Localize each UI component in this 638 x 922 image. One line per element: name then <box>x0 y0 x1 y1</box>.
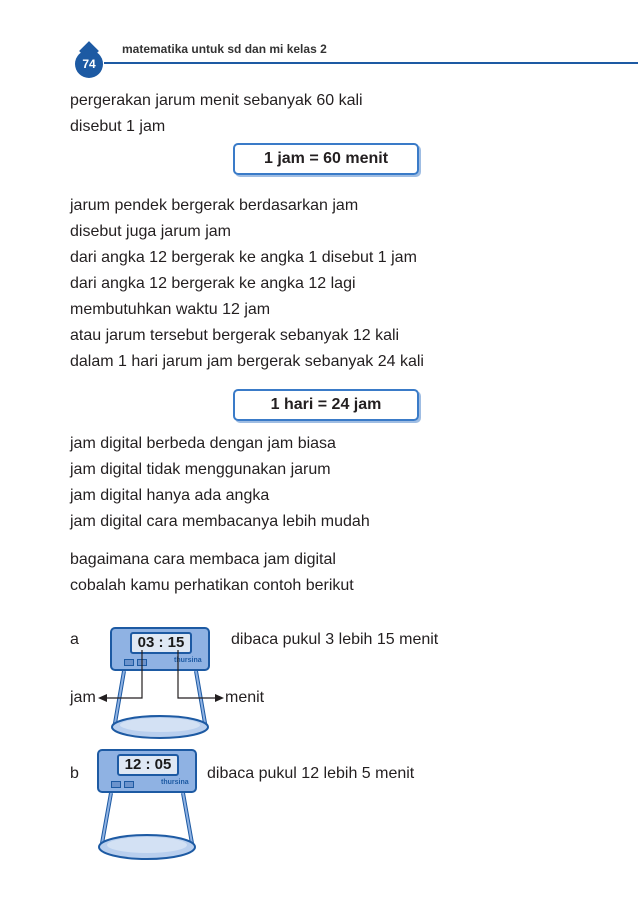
example-letter-b: b <box>70 765 79 782</box>
example-letter-a: a <box>70 631 79 648</box>
text-line: jarum pendek bergerak berdasarkan jam <box>70 197 359 214</box>
clock-display: 03 : 15 <box>130 632 192 654</box>
text-line: disebut juga jarum jam <box>70 223 231 240</box>
equation-box-day: 1 hari = 24 jam <box>233 389 419 421</box>
example-caption-b: dibaca pukul 12 lebih 5 menit <box>207 765 415 782</box>
text-line: bagaimana cara membaca jam digital <box>70 551 336 568</box>
clock-body <box>97 749 197 793</box>
text-line: jam digital berbeda dengan jam biasa <box>70 435 336 452</box>
text-line: jam digital hanya ada angka <box>70 487 270 504</box>
clock-button <box>111 781 121 788</box>
page-number-badge: 74 <box>75 50 103 78</box>
pointer-arrows <box>60 640 240 720</box>
clock-brand: thursina <box>174 657 202 664</box>
text-line: cobalah kamu perhatikan contoh berikut <box>70 577 354 594</box>
text-line: dari angka 12 bergerak ke angka 12 lagi <box>70 275 356 292</box>
text-line: dalam 1 hari jarum jam bergerak sebanyak 24 kali <box>70 353 424 370</box>
example-caption-a: dibaca pukul 3 lebih 15 menit <box>231 631 439 648</box>
text-line: membutuhkan waktu 12 jam <box>70 301 271 318</box>
header-divider <box>104 62 638 64</box>
clock-button <box>124 781 134 788</box>
clock-brand: thursina <box>161 779 189 786</box>
text-line: atau jarum tersebut bergerak sebanyak 12 kali <box>70 327 400 344</box>
header-title: matematika untuk sd dan mi kelas 2 <box>122 42 327 56</box>
label-menit: menit <box>225 689 265 706</box>
equation-box-hour: 1 jam = 60 menit <box>233 143 419 175</box>
label-jam: jam <box>70 689 96 706</box>
text-line: disebut 1 jam <box>70 118 166 135</box>
text-line: jam digital cara membacanya lebih mudah <box>70 513 370 530</box>
text-line: pergerakan jarum menit sebanyak 60 kali <box>70 92 363 109</box>
text-line: jam digital tidak menggunakan jarum <box>70 461 331 478</box>
clock-display: 12 : 05 <box>117 754 179 776</box>
text-line: dari angka 12 bergerak ke angka 1 disebut 1 jam <box>70 249 417 266</box>
